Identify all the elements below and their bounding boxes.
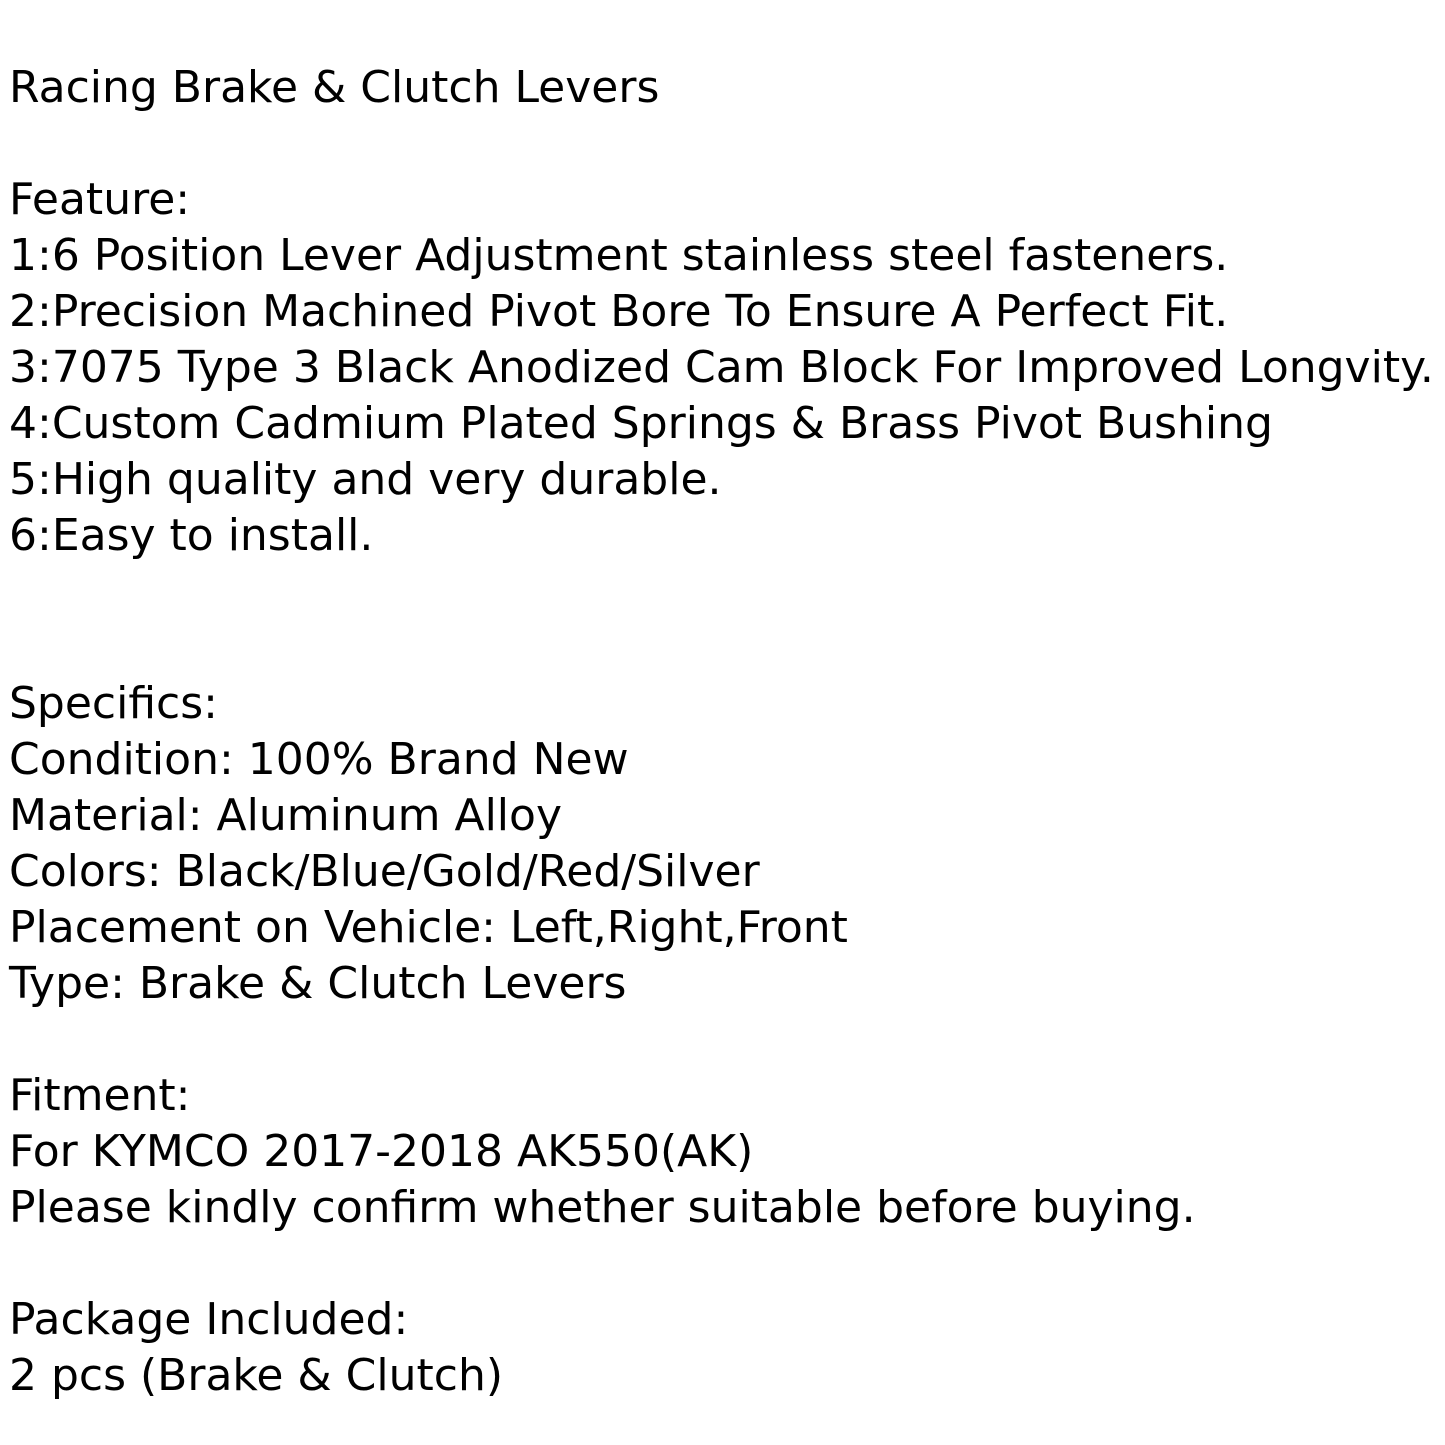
specifics-item: Placement on Vehicle: Left,Right,Front — [9, 902, 848, 953]
specifics-heading: Specifics: — [9, 678, 218, 729]
package-heading: Package Included: — [9, 1294, 409, 1345]
fitment-heading: Fitment: — [9, 1070, 191, 1121]
package-item: 2 pcs (Brake & Clutch) — [9, 1350, 504, 1401]
spacer — [9, 1236, 1439, 1292]
product-description — [9, 60, 1439, 1404]
feature-item: 6:Easy to install. — [9, 510, 374, 561]
feature-item: 2:Precision Machined Pivot Bore To Ensure A Perfect Fit. — [9, 286, 1229, 337]
specifics-item: Material: Aluminum Alloy — [9, 790, 562, 841]
document-title: Racing Brake & Clutch Levers — [9, 62, 660, 113]
spacer — [9, 1012, 1439, 1068]
feature-item: 1:6 Position Lever Adjustment stainless steel fasteners. — [9, 230, 1229, 281]
specifics-item: Type: Brake & Clutch Levers — [9, 958, 627, 1009]
feature-item: 3:7075 Type 3 Black Anodized Cam Block For Improved Longvity. — [9, 342, 1434, 393]
feature-heading: Feature: — [9, 174, 191, 225]
specifics-item: Colors: Black/Blue/Gold/Red/Silver — [9, 846, 760, 897]
spacer — [9, 564, 1439, 676]
feature-item: 5:High quality and very durable. — [9, 454, 722, 505]
feature-item: 4:Custom Cadmium Plated Springs & Brass Pivot Bushing — [9, 398, 1273, 449]
spacer — [9, 116, 1439, 172]
fitment-item: For KYMCO 2017-2018 AK550(AK) — [9, 1126, 754, 1177]
specifics-item: Condition: 100% Brand New — [9, 734, 629, 785]
fitment-item: Please kindly confirm whether suitable before buying. — [9, 1182, 1196, 1233]
